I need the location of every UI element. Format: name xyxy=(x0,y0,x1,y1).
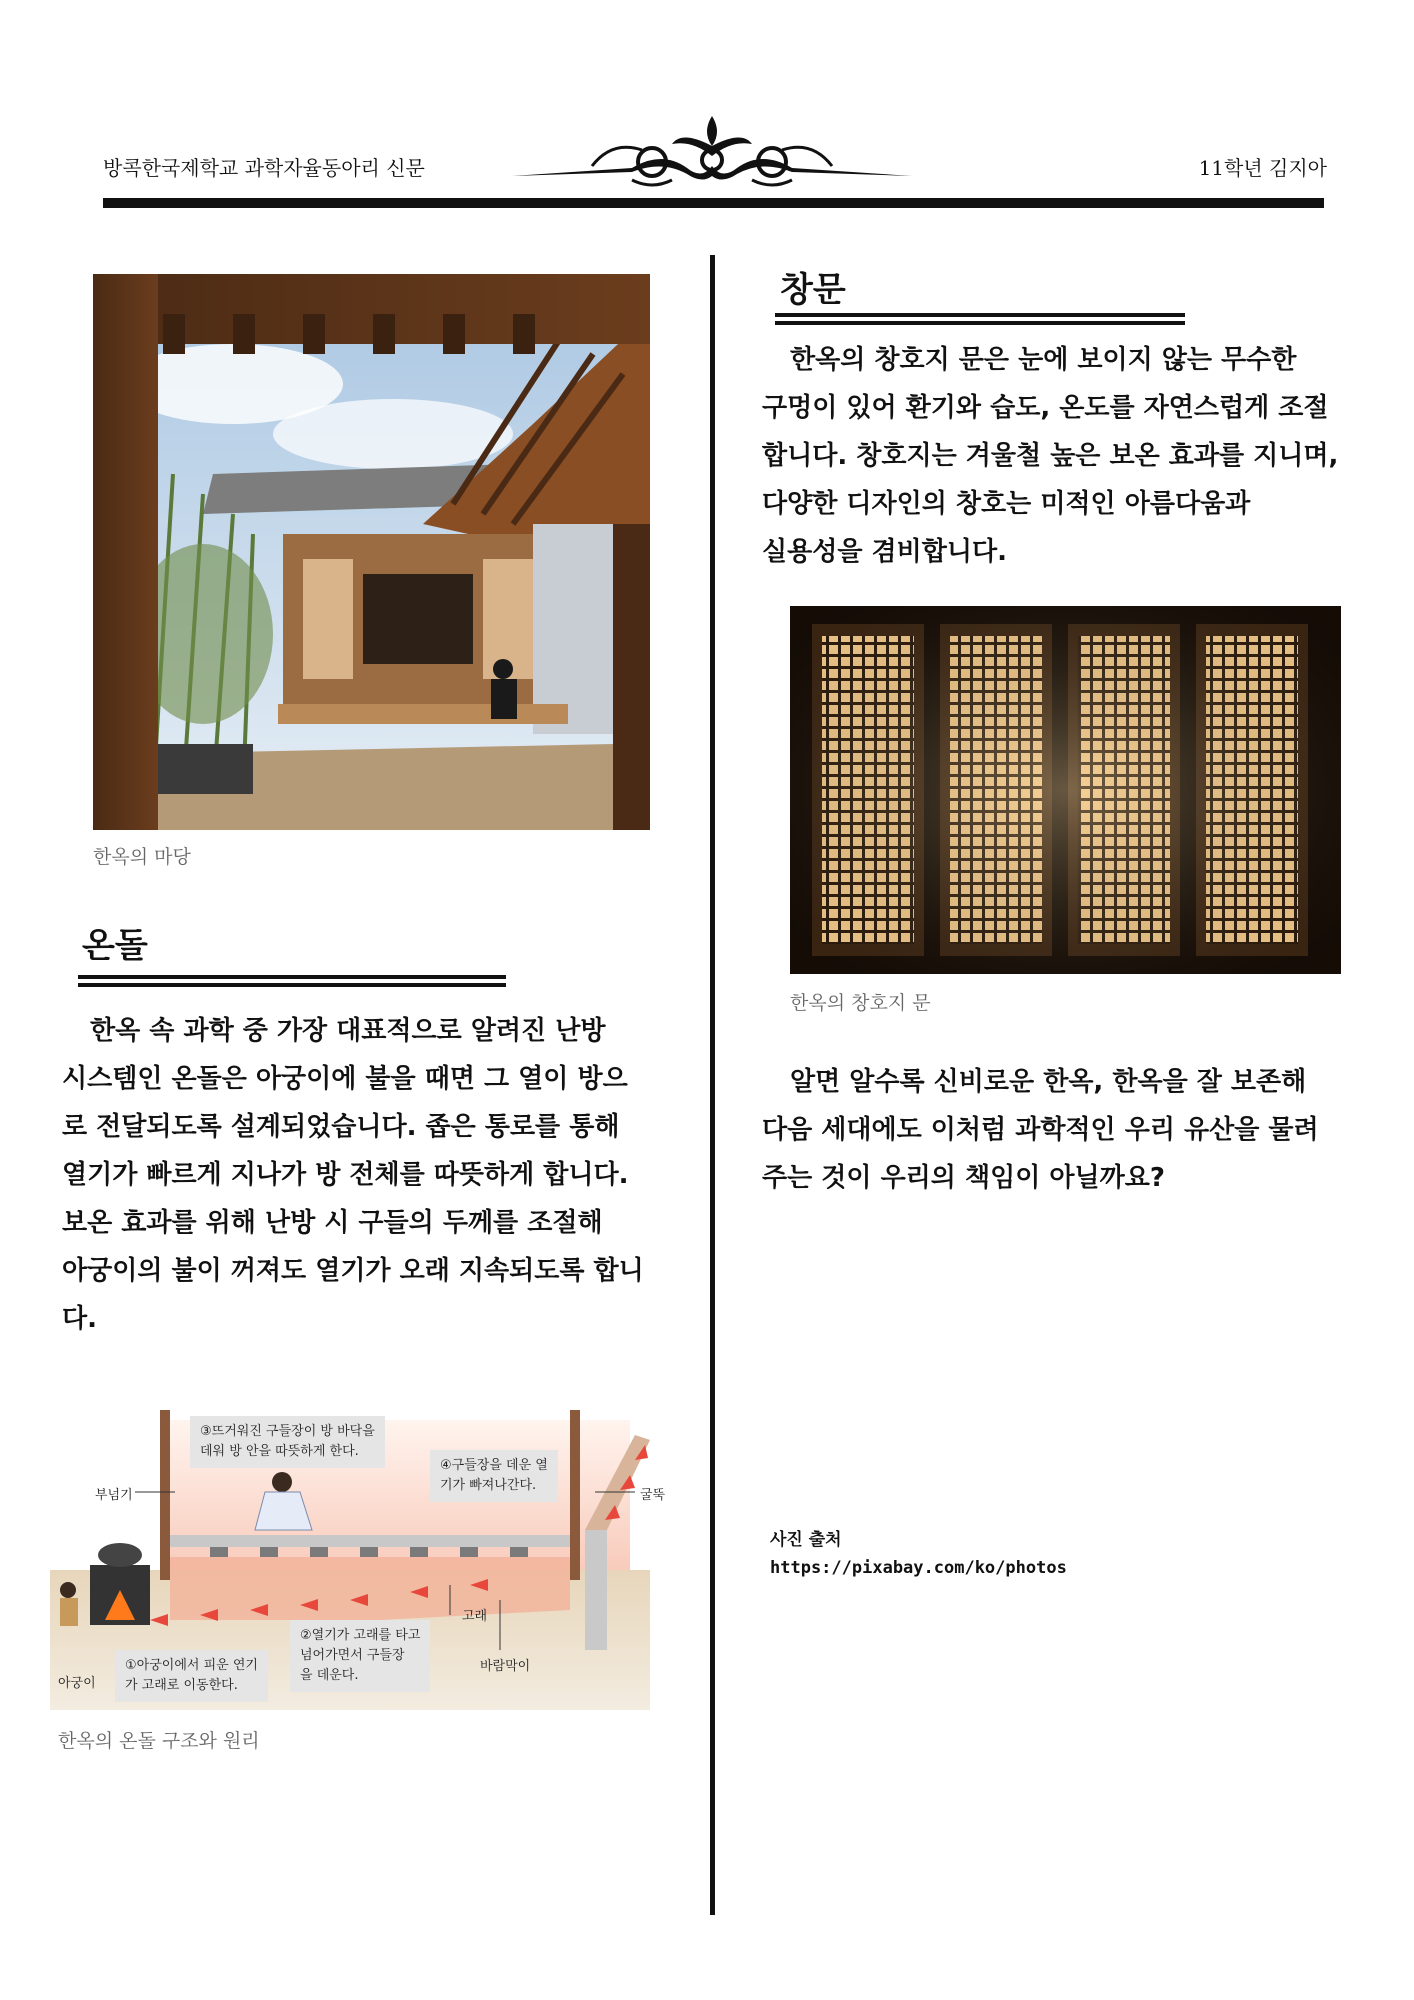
diagram-step2-box xyxy=(290,1620,430,1692)
diagram-step3-line-2: 데워 방 안을 따뜻하게 한다. xyxy=(200,1444,359,1459)
diagram-step2-line-1: ②열기가 고래를 타고 xyxy=(300,1628,421,1643)
changmun-line-5: 실용성을 겸비합니다. xyxy=(762,537,1007,567)
changmun-line-4: 다양한 디자인의 창호는 미적인 아름다움과 xyxy=(762,489,1251,519)
ondol-paragraph xyxy=(62,1007,682,1343)
diagram-step3-box xyxy=(190,1416,385,1468)
diagram-label-buneomgi: 부넘기 xyxy=(95,1488,133,1503)
ondol-line-5: 보온 효과를 위해 난방 시 구들의 두께를 조절해 xyxy=(62,1208,603,1238)
ondol-line-1: 한옥 속 과학 중 가장 대표적으로 알려진 난방 xyxy=(90,1016,606,1046)
ondol-heading: 온돌 xyxy=(82,926,148,966)
diagram-step2-line-3: 을 데운다. xyxy=(300,1668,359,1683)
diagram-step1-line-2: 가 고래로 이동한다. xyxy=(125,1678,238,1693)
photo-source-url: https://pixabay.com/ko/photos xyxy=(770,1558,1067,1578)
diagram-step4-box xyxy=(430,1450,558,1502)
ondol-line-3: 로 전달되도록 설계되었습니다. 좁은 통로를 통해 xyxy=(62,1112,620,1142)
closing-line-3: 주는 것이 우리의 책임이 아닐까요? xyxy=(762,1163,1165,1193)
ondol-line-6: 아궁이의 불이 꺼져도 열기가 오래 지속되도록 합니 xyxy=(62,1256,644,1286)
diagram-step3-line-1: ③뜨거워진 구들장이 방 바닥을 xyxy=(200,1424,375,1439)
ondol-heading-rule xyxy=(78,975,506,987)
changmun-line-3: 합니다. 창호지는 겨울철 높은 보온 효과를 지니며, xyxy=(762,441,1339,471)
changmun-heading: 창문 xyxy=(780,270,846,310)
diagram-label-agungi: 아궁이 xyxy=(58,1676,96,1691)
header-ornament xyxy=(512,110,912,190)
diagram-label-baramagi: 바람막이 xyxy=(480,1659,531,1674)
diagram-step4-line-2: 기가 빠져나간다. xyxy=(440,1478,537,1493)
diagram-step1-box xyxy=(115,1650,268,1702)
diagram-step1-line-1: ①아궁이에서 피운 연기 xyxy=(125,1658,258,1673)
diagram-label-gorae: 고래 xyxy=(462,1609,488,1624)
changmun-paragraph xyxy=(762,336,1362,576)
column-divider xyxy=(710,255,715,1915)
changho-door-photo xyxy=(790,606,1341,974)
newspaper-name: 방콕한국제학교 과학자율동아리 신문 xyxy=(103,156,425,180)
ondol-diagram-caption: 한옥의 온돌 구조와 원리 xyxy=(58,1730,260,1752)
diagram-step2-line-2: 넘어가면서 구들장 xyxy=(300,1648,405,1663)
closing-line-2: 다음 세대에도 이처럼 과학적인 우리 유산을 물려 xyxy=(762,1115,1319,1145)
diagram-label-gulttuk: 굴뚝 xyxy=(640,1488,666,1503)
madang-photo xyxy=(93,274,650,830)
closing-line-1: 알면 알수록 신비로운 한옥, 한옥을 잘 보존해 xyxy=(790,1067,1307,1097)
diagram-step4-line-1: ④구들장을 데운 열 xyxy=(440,1458,548,1473)
ondol-line-2: 시스템인 온돌은 아궁이에 불을 때면 그 열이 방으 xyxy=(62,1064,628,1094)
header-rule xyxy=(103,198,1324,208)
photo-source-label: 사진 출처 xyxy=(770,1530,842,1550)
changho-caption: 한옥의 창호지 문 xyxy=(790,992,931,1014)
madang-caption: 한옥의 마당 xyxy=(93,846,191,868)
changmun-heading-rule xyxy=(775,313,1185,325)
changmun-line-1: 한옥의 창호지 문은 눈에 보이지 않는 무수한 xyxy=(790,345,1297,375)
ondol-line-4: 열기가 빠르게 지나가 방 전체를 따뜻하게 합니다. xyxy=(62,1160,629,1190)
ondol-diagram xyxy=(50,1410,666,1710)
author-name: 11학년 김지아 xyxy=(1198,156,1327,180)
changmun-line-2: 구멍이 있어 환기와 습도, 온도를 자연스럽게 조절 xyxy=(762,393,1329,423)
closing-paragraph xyxy=(762,1058,1362,1202)
ondol-line-7: 다. xyxy=(62,1304,97,1334)
